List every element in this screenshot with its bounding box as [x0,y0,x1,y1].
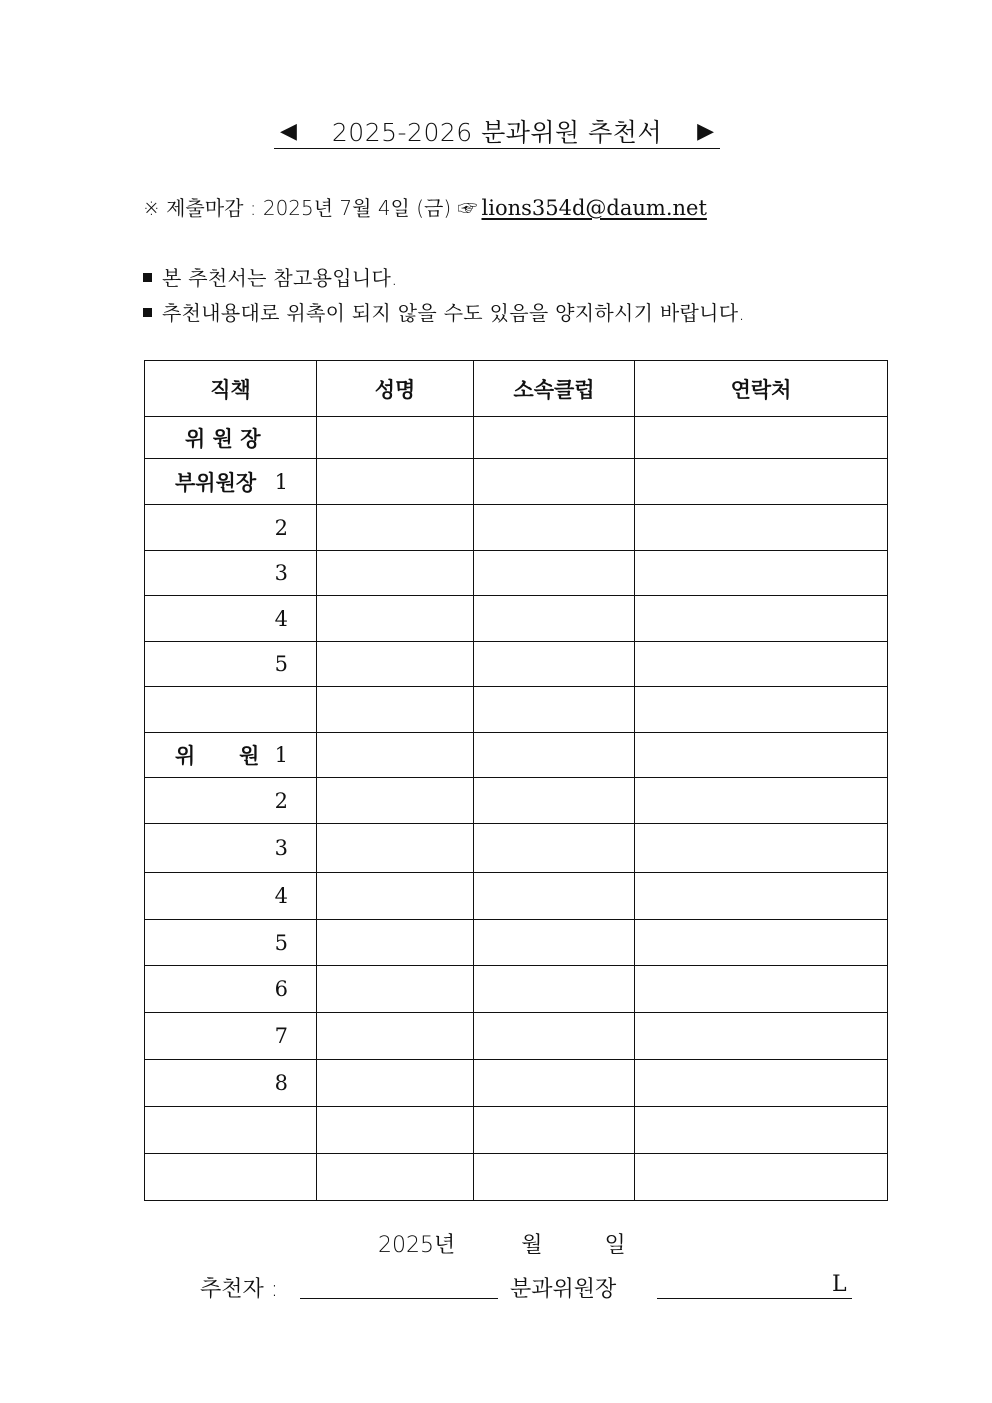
table-row [145,417,888,459]
document-title [274,114,720,149]
position-label: 부위원장 [175,470,257,495]
title-text: 2025-2026 분과위원 추천서 [331,118,663,147]
contact-cell[interactable] [635,873,888,920]
note-text: 추천내용대로 위촉이 되지 않을 수도 있음을 양지하시기 바랍니다. [162,301,745,325]
contact-cell[interactable] [635,642,888,687]
club-cell[interactable] [474,920,635,966]
signature-line [200,1270,860,1304]
name-cell[interactable] [317,1107,474,1154]
table-row [145,505,888,551]
club-cell[interactable] [474,733,635,778]
name-cell[interactable] [317,920,474,966]
club-cell[interactable] [474,824,635,873]
position-cell [145,873,317,920]
club-cell[interactable] [474,873,635,920]
position-number: 3 [274,836,288,860]
club-cell[interactable] [474,459,635,505]
club-cell[interactable] [474,1013,635,1060]
chair-blank[interactable] [657,1298,852,1299]
bullet-square-icon [143,273,152,282]
club-cell[interactable] [474,1107,635,1154]
position-cell [145,687,317,733]
position-number: 4 [274,606,288,631]
date-day: 일 [604,1233,626,1258]
table-row [145,459,888,505]
deadline-text: ※ 제출마감 : 2025년 7월 4일 (금) ☞ [143,196,478,220]
position-cell [145,596,317,642]
position-number: 5 [274,652,288,676]
header-contact: 연락처 [635,361,888,417]
date-month: 월 [521,1233,543,1258]
note-text: 본 추천서는 참고용입니다. [162,266,398,290]
table-row [145,1154,888,1201]
name-cell[interactable] [317,1013,474,1060]
club-cell[interactable] [474,1060,635,1107]
contact-cell[interactable] [635,778,888,824]
position-number: 4 [274,884,288,908]
name-cell[interactable] [317,505,474,551]
name-cell[interactable] [317,1154,474,1201]
name-cell[interactable] [317,966,474,1013]
header-name: 성명 [317,361,474,417]
table-row [145,1060,888,1107]
name-cell[interactable] [317,417,474,459]
position-cell [145,417,317,459]
recommender-blank[interactable] [300,1298,498,1299]
contact-cell[interactable] [635,1154,888,1201]
position-cell [145,459,317,505]
contact-cell[interactable] [635,1107,888,1154]
table-row [145,778,888,824]
contact-cell[interactable] [635,966,888,1013]
position-cell [145,966,317,1013]
recommender-label: 추천자 : [200,1277,279,1302]
position-number: 2 [274,788,288,813]
table-row [145,1013,888,1060]
table-header-row [145,361,888,417]
recommendation-table [144,360,888,1201]
position-cell [145,642,317,687]
position-number: 8 [274,1071,288,1095]
position-number: 3 [274,561,288,585]
table-row [145,873,888,920]
header-club: 소속클럽 [474,361,635,417]
position-cell [145,551,317,596]
note-item [143,297,745,326]
contact-cell[interactable] [635,1060,888,1107]
club-cell[interactable] [474,505,635,551]
bullet-square-icon [143,308,152,317]
contact-cell[interactable] [635,1013,888,1060]
table-row [145,824,888,873]
deadline-line [143,192,707,221]
position-number: 5 [274,930,288,955]
note-item [143,262,398,291]
position-cell [145,1013,317,1060]
position-cell [145,1154,317,1201]
email-link[interactable]: lions354d@daum.net [481,196,707,220]
contact-cell[interactable] [635,824,888,873]
table-row [145,920,888,966]
position-label: 위 원 [175,744,260,768]
table-row [145,1107,888,1154]
position-number: 1 [274,743,288,767]
club-cell[interactable] [474,966,635,1013]
header-position: 직책 [145,361,317,417]
contact-cell[interactable] [635,920,888,966]
right-triangle-icon: ▶ [697,118,714,144]
signature-tail: L [832,1272,847,1297]
left-triangle-icon: ◀ [280,118,297,144]
name-cell[interactable] [317,459,474,505]
position-cell [145,1107,317,1154]
table-row [145,642,888,687]
position-cell [145,778,317,824]
name-cell[interactable] [317,551,474,596]
contact-cell[interactable] [635,733,888,778]
contact-cell[interactable] [635,459,888,505]
name-cell[interactable] [317,596,474,642]
table-row [145,733,888,778]
contact-cell[interactable] [635,505,888,551]
name-cell[interactable] [317,733,474,778]
position-cell [145,733,317,778]
position-cell [145,505,317,551]
chair-label: 분과위원장 [510,1277,617,1302]
contact-cell[interactable] [635,551,888,596]
position-number: 1 [274,469,288,494]
date-year: 2025년 [378,1233,456,1258]
date-line [378,1228,626,1259]
position-number: 2 [274,515,288,540]
position-number: 6 [274,977,288,1001]
position-cell [145,824,317,873]
club-cell[interactable] [474,778,635,824]
name-cell[interactable] [317,778,474,824]
name-cell[interactable] [317,824,474,873]
club-cell[interactable] [474,417,635,459]
table-row [145,596,888,642]
name-cell[interactable] [317,642,474,687]
contact-cell[interactable] [635,596,888,642]
position-label: 위 원 장 [185,426,261,451]
club-cell[interactable] [474,596,635,642]
table-row [145,551,888,596]
position-number: 7 [274,1024,288,1048]
club-cell[interactable] [474,1154,635,1201]
contact-cell[interactable] [635,687,888,733]
position-cell [145,1060,317,1107]
name-cell[interactable] [317,687,474,733]
name-cell[interactable] [317,873,474,920]
club-cell[interactable] [474,551,635,596]
table-row [145,966,888,1013]
table-row [145,687,888,733]
name-cell[interactable] [317,1060,474,1107]
club-cell[interactable] [474,687,635,733]
contact-cell[interactable] [635,417,888,459]
position-cell [145,920,317,966]
club-cell[interactable] [474,642,635,687]
